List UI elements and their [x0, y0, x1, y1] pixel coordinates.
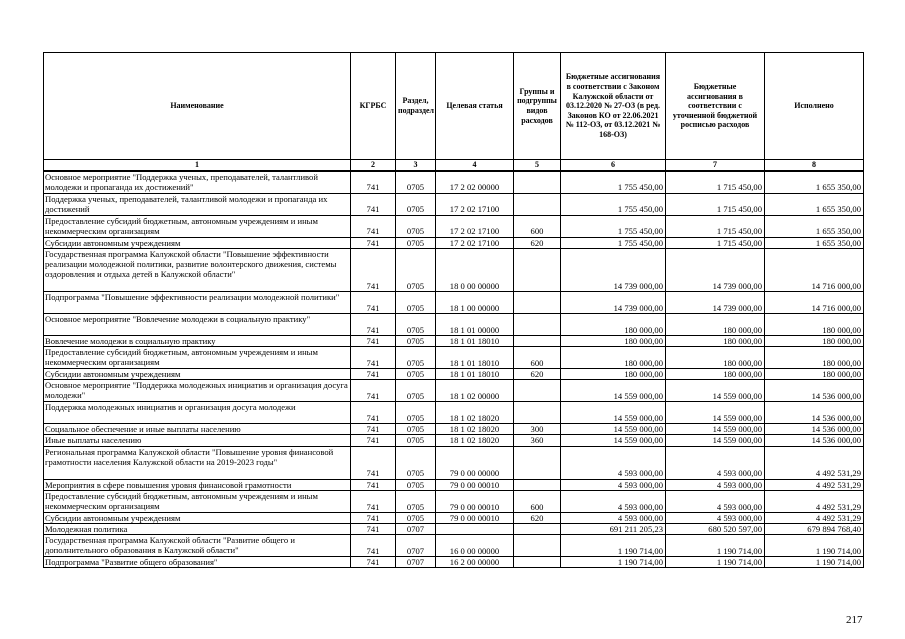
cell-c: 1 655 350,00	[765, 193, 864, 215]
cell-target: 18 1 01 18010	[436, 346, 514, 368]
table-row	[44, 523, 864, 534]
cell-b: 1 715 450,00	[666, 237, 765, 248]
cell-kgrbs: 741	[351, 523, 396, 534]
cell-section: 0705	[396, 171, 436, 193]
table-row	[44, 446, 864, 479]
col-number: 4	[436, 160, 514, 172]
col-number: 2	[351, 160, 396, 172]
cell-target: 18 0 00 00000	[436, 248, 514, 291]
cell-name: Субсидии автономным учреждениям	[44, 368, 351, 379]
cell-b: 1 715 450,00	[666, 193, 765, 215]
cell-a: 4 593 000,00	[561, 512, 666, 523]
cell-section: 0705	[396, 291, 436, 313]
table-row	[44, 380, 864, 402]
cell-c: 4 492 531,29	[765, 446, 864, 479]
cell-a: 4 593 000,00	[561, 446, 666, 479]
cell-section: 0705	[396, 346, 436, 368]
cell-c: 14 536 000,00	[765, 380, 864, 402]
cell-kgrbs: 741	[351, 446, 396, 479]
cell-a: 1 190 714,00	[561, 535, 666, 557]
cell-target: 17 2 02 17100	[436, 193, 514, 215]
cell-group	[514, 335, 561, 346]
cell-b: 180 000,00	[666, 313, 765, 335]
cell-section: 0705	[396, 248, 436, 291]
cell-a: 14 739 000,00	[561, 291, 666, 313]
cell-group	[514, 313, 561, 335]
cell-b: 680 520 597,00	[666, 523, 765, 534]
table-row	[44, 171, 864, 193]
cell-b: 4 593 000,00	[666, 479, 765, 490]
table-row	[44, 424, 864, 435]
cell-c: 14 536 000,00	[765, 424, 864, 435]
cell-c: 180 000,00	[765, 346, 864, 368]
cell-kgrbs: 741	[351, 512, 396, 523]
cell-name: Субсидии автономным учреждениям	[44, 512, 351, 523]
cell-section: 0705	[396, 237, 436, 248]
cell-target	[436, 523, 514, 534]
cell-section: 0705	[396, 446, 436, 479]
cell-section: 0707	[396, 557, 436, 568]
cell-name: Молодежная политика	[44, 523, 351, 534]
cell-group: 620	[514, 237, 561, 248]
cell-target: 18 1 01 00000	[436, 313, 514, 335]
cell-name: Основное мероприятие "Поддержка молодежных инициатив и организация досуга молодежи"	[44, 380, 351, 402]
cell-group	[514, 291, 561, 313]
cell-group: 360	[514, 435, 561, 446]
cell-group	[514, 402, 561, 424]
cell-b: 1 190 714,00	[666, 535, 765, 557]
cell-kgrbs: 741	[351, 402, 396, 424]
cell-kgrbs: 741	[351, 193, 396, 215]
cell-group: 300	[514, 424, 561, 435]
cell-target: 79 0 00 00010	[436, 512, 514, 523]
cell-a: 14 559 000,00	[561, 402, 666, 424]
cell-c: 679 894 768,40	[765, 523, 864, 534]
header-kgrbs: КГРБС	[351, 53, 396, 160]
cell-group	[514, 171, 561, 193]
cell-kgrbs: 741	[351, 435, 396, 446]
cell-group	[514, 248, 561, 291]
cell-kgrbs: 741	[351, 291, 396, 313]
cell-group	[514, 380, 561, 402]
column-number-row	[44, 160, 864, 172]
cell-name: Субсидии автономным учреждениям	[44, 237, 351, 248]
cell-kgrbs: 741	[351, 424, 396, 435]
cell-section: 0705	[396, 402, 436, 424]
cell-b: 4 593 000,00	[666, 490, 765, 512]
cell-b: 14 739 000,00	[666, 248, 765, 291]
col-number: 7	[666, 160, 765, 172]
col-number: 8	[765, 160, 864, 172]
table-row	[44, 557, 864, 568]
cell-target: 18 1 02 18020	[436, 424, 514, 435]
cell-a: 14 739 000,00	[561, 248, 666, 291]
cell-name: Подпрограмма "Повышение эффективности реализации молодежной политики"	[44, 291, 351, 313]
cell-name: Вовлечение молодежи в социальную практику	[44, 335, 351, 346]
cell-name: Поддержка ученых, преподавателей, талантливой молодежи и пропаганда их достижений	[44, 193, 351, 215]
table-row	[44, 335, 864, 346]
cell-c: 14 716 000,00	[765, 248, 864, 291]
cell-a: 4 593 000,00	[561, 479, 666, 490]
cell-target: 18 1 01 18010	[436, 335, 514, 346]
table-row	[44, 237, 864, 248]
cell-section: 0705	[396, 380, 436, 402]
table-row	[44, 479, 864, 490]
cell-c: 1 655 350,00	[765, 237, 864, 248]
cell-b: 180 000,00	[666, 368, 765, 379]
cell-b: 14 739 000,00	[666, 291, 765, 313]
cell-target: 16 2 00 00000	[436, 557, 514, 568]
table-row	[44, 512, 864, 523]
cell-section: 0705	[396, 512, 436, 523]
cell-target: 79 0 00 00000	[436, 446, 514, 479]
cell-target: 17 2 02 17100	[436, 215, 514, 237]
cell-kgrbs: 741	[351, 368, 396, 379]
cell-name: Государственная программа Калужской области "Развитие общего и дополнительного образования в Калужской области"	[44, 535, 351, 557]
cell-a: 180 000,00	[561, 335, 666, 346]
cell-group: 600	[514, 346, 561, 368]
cell-b: 1 715 450,00	[666, 215, 765, 237]
cell-group	[514, 535, 561, 557]
cell-b: 14 559 000,00	[666, 435, 765, 446]
cell-kgrbs: 741	[351, 237, 396, 248]
cell-section: 0705	[396, 313, 436, 335]
cell-b: 4 593 000,00	[666, 512, 765, 523]
cell-kgrbs: 741	[351, 313, 396, 335]
header-assign-law: Бюджетные ассигнования в соответствии с Законом Калужской области от 03.12.2020 № 27-ОЗ (в ред. Законов КО от 22.06.2021 № 112-ОЗ, от 03.12.2021 № 168-ОЗ)	[561, 53, 666, 160]
cell-section: 0705	[396, 335, 436, 346]
cell-c: 1 655 350,00	[765, 171, 864, 193]
cell-group: 600	[514, 215, 561, 237]
col-number: 3	[396, 160, 436, 172]
cell-b: 180 000,00	[666, 335, 765, 346]
table-row	[44, 248, 864, 291]
cell-b: 14 559 000,00	[666, 424, 765, 435]
cell-a: 4 593 000,00	[561, 490, 666, 512]
cell-a: 1 755 450,00	[561, 193, 666, 215]
cell-c: 1 655 350,00	[765, 215, 864, 237]
cell-target: 18 1 02 18020	[436, 402, 514, 424]
cell-c: 1 190 714,00	[765, 557, 864, 568]
cell-section: 0707	[396, 535, 436, 557]
cell-target: 18 1 01 18010	[436, 368, 514, 379]
table-row	[44, 193, 864, 215]
cell-kgrbs: 741	[351, 479, 396, 490]
cell-section: 0705	[396, 193, 436, 215]
cell-group: 620	[514, 512, 561, 523]
cell-group	[514, 193, 561, 215]
cell-a: 180 000,00	[561, 368, 666, 379]
table-row	[44, 346, 864, 368]
cell-name: Региональная программа Калужской области "Повышение уровня финансовой грамотности населения Калужской области на 2019-2023 годы"	[44, 446, 351, 479]
cell-name: Предоставление субсидий бюджетным, автономным учреждениям и иным некоммерческим организациям	[44, 215, 351, 237]
cell-kgrbs: 741	[351, 346, 396, 368]
budget-table	[43, 52, 864, 568]
cell-c: 180 000,00	[765, 335, 864, 346]
cell-target: 79 0 00 00010	[436, 490, 514, 512]
header-assign-refined: Бюджетные ассигнования в соответствии с уточненной бюджетной росписью расходов	[666, 53, 765, 160]
cell-kgrbs: 741	[351, 490, 396, 512]
table-row	[44, 313, 864, 335]
cell-section: 0705	[396, 479, 436, 490]
cell-name: Мероприятия в сфере повышения уровня финансовой грамотности	[44, 479, 351, 490]
cell-name: Предоставление субсидий бюджетным, автономным учреждениям и иным некоммерческим организациям	[44, 490, 351, 512]
cell-target: 18 1 02 18020	[436, 435, 514, 446]
cell-section: 0705	[396, 368, 436, 379]
cell-c: 4 492 531,29	[765, 512, 864, 523]
cell-a: 691 211 205,23	[561, 523, 666, 534]
cell-section: 0705	[396, 490, 436, 512]
cell-a: 1 755 450,00	[561, 237, 666, 248]
cell-b: 14 559 000,00	[666, 380, 765, 402]
table-row	[44, 368, 864, 379]
header-target: Целевая статья	[436, 53, 514, 160]
cell-c: 4 492 531,29	[765, 490, 864, 512]
cell-c: 14 716 000,00	[765, 291, 864, 313]
cell-b: 180 000,00	[666, 346, 765, 368]
table-row	[44, 215, 864, 237]
cell-target: 17 2 02 00000	[436, 171, 514, 193]
cell-group: 620	[514, 368, 561, 379]
cell-group	[514, 557, 561, 568]
header-name: Наименование	[44, 53, 351, 160]
cell-b: 14 559 000,00	[666, 402, 765, 424]
cell-b: 1 715 450,00	[666, 171, 765, 193]
cell-target: 18 1 02 00000	[436, 380, 514, 402]
cell-a: 1 755 450,00	[561, 215, 666, 237]
cell-a: 14 559 000,00	[561, 435, 666, 446]
cell-a: 180 000,00	[561, 313, 666, 335]
col-number: 5	[514, 160, 561, 172]
cell-section: 0705	[396, 215, 436, 237]
cell-c: 1 190 714,00	[765, 535, 864, 557]
cell-target: 17 2 02 17100	[436, 237, 514, 248]
table-row	[44, 402, 864, 424]
cell-kgrbs: 741	[351, 248, 396, 291]
table-row	[44, 535, 864, 557]
cell-c: 180 000,00	[765, 313, 864, 335]
cell-kgrbs: 741	[351, 335, 396, 346]
cell-b: 1 190 714,00	[666, 557, 765, 568]
cell-kgrbs: 741	[351, 171, 396, 193]
cell-a: 180 000,00	[561, 346, 666, 368]
table-row	[44, 291, 864, 313]
cell-group	[514, 446, 561, 479]
cell-group: 600	[514, 490, 561, 512]
cell-b: 4 593 000,00	[666, 446, 765, 479]
cell-group	[514, 523, 561, 534]
cell-name: Основное мероприятие "Поддержка ученых, преподавателей, талантливой молодежи и пропаганда их достижений"	[44, 171, 351, 193]
cell-name: Основное мероприятие "Вовлечение молодежи в социальную практику"	[44, 313, 351, 335]
cell-section: 0707	[396, 523, 436, 534]
header-row	[44, 53, 864, 160]
header-group: Группы и подгруппы видов расходов	[514, 53, 561, 160]
cell-name: Социальное обеспечение и иные выплаты населению	[44, 424, 351, 435]
page-number: 217	[846, 614, 863, 626]
cell-c: 180 000,00	[765, 368, 864, 379]
cell-c: 4 492 531,29	[765, 479, 864, 490]
cell-section: 0705	[396, 424, 436, 435]
cell-name: Подпрограмма "Развитие общего образования"	[44, 557, 351, 568]
cell-a: 1 755 450,00	[561, 171, 666, 193]
cell-group	[514, 479, 561, 490]
cell-name: Иные выплаты населению	[44, 435, 351, 446]
col-number: 1	[44, 160, 351, 172]
cell-name: Предоставление субсидий бюджетным, автономным учреждениям и иным некоммерческим организациям	[44, 346, 351, 368]
header-section: Раздел, подраздел	[396, 53, 436, 160]
cell-kgrbs: 741	[351, 215, 396, 237]
cell-kgrbs: 741	[351, 557, 396, 568]
cell-kgrbs: 741	[351, 535, 396, 557]
table-row	[44, 490, 864, 512]
cell-target: 18 1 00 00000	[436, 291, 514, 313]
cell-section: 0705	[396, 435, 436, 446]
col-number: 6	[561, 160, 666, 172]
cell-kgrbs: 741	[351, 380, 396, 402]
cell-a: 1 190 714,00	[561, 557, 666, 568]
cell-target: 16 0 00 00000	[436, 535, 514, 557]
table-row	[44, 435, 864, 446]
cell-name: Поддержка молодежных инициатив и организация досуга молодежи	[44, 402, 351, 424]
header-executed: Исполнено	[765, 53, 864, 160]
cell-a: 14 559 000,00	[561, 424, 666, 435]
cell-c: 14 536 000,00	[765, 435, 864, 446]
cell-a: 14 559 000,00	[561, 380, 666, 402]
cell-name: Государственная программа Калужской области "Повышение эффективности реализации молодежной политики, развитие волонтерского движения, системы оздоровления и отдыха детей в Калужской области"	[44, 248, 351, 291]
cell-c: 14 536 000,00	[765, 402, 864, 424]
cell-target: 79 0 00 00010	[436, 479, 514, 490]
